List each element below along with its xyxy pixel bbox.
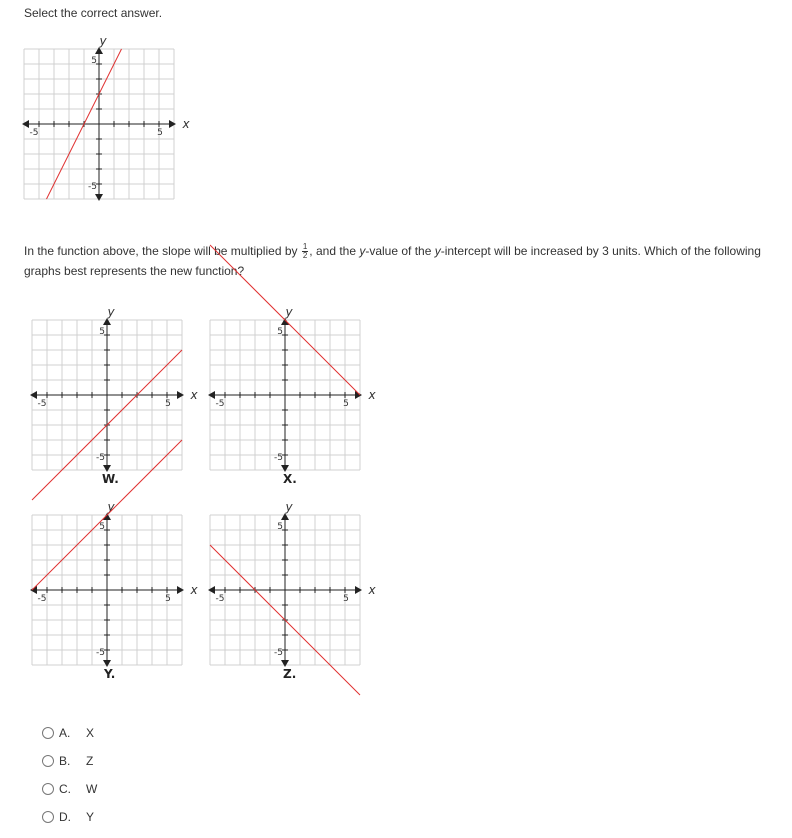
- x-tick-label-neg5: -5: [215, 399, 225, 409]
- x-axis-arrow-left: [22, 120, 29, 128]
- coordinate-plane: [32, 305, 198, 470]
- question-text: [24, 241, 788, 281]
- y-axis-arrow-down: [281, 660, 289, 667]
- x-axis-arrow-right: [355, 391, 362, 399]
- x-tick-label-5: 5: [157, 128, 163, 138]
- y-axis-label: y: [285, 305, 293, 319]
- y-tick-label-5: 5: [277, 327, 283, 337]
- x-axis-arrow-right: [355, 586, 362, 594]
- graph-z: [210, 500, 376, 665]
- question-part4: -intercept will be increased by 3 units. Which of the following graphs best represents the new function?: [24, 244, 761, 278]
- coordinate-plane: [210, 500, 376, 665]
- fraction-numerator: 1: [302, 242, 308, 252]
- x-axis-arrow-left: [30, 586, 37, 594]
- y-axis-label: y: [99, 34, 107, 48]
- x-axis-arrow-left: [30, 391, 37, 399]
- instruction-text: Select the correct answer.: [24, 6, 163, 20]
- radio-button-a[interactable]: [42, 727, 54, 739]
- y-axis-arrow-down: [103, 660, 111, 667]
- x-tick-label-neg5: -5: [37, 594, 47, 604]
- choice-a-letter: A.: [59, 726, 71, 740]
- x-axis-label: x: [182, 117, 190, 131]
- x-axis-label: x: [190, 388, 198, 402]
- choice-d-value: Y: [86, 810, 95, 824]
- y-axis-label: y: [107, 305, 115, 319]
- choice-c-value: W: [86, 782, 98, 796]
- y-axis-arrow-up: [103, 513, 111, 520]
- y-axis-arrow-down: [95, 194, 103, 201]
- question-var-y-1: y: [359, 244, 366, 258]
- graph-w-caption: W.: [102, 472, 119, 486]
- choice-b-value: Z: [86, 754, 94, 768]
- fraction-denominator: 2: [302, 251, 308, 261]
- graph-x: [210, 305, 376, 470]
- x-tick-label-neg5: -5: [37, 399, 47, 409]
- y-axis-label: y: [107, 500, 115, 514]
- coordinate-plane: [24, 34, 190, 199]
- x-tick-label-5: 5: [165, 399, 171, 409]
- y-tick-label-neg5: -5: [96, 648, 105, 658]
- x-axis-arrow-left: [208, 391, 215, 399]
- graph-y-caption: Y.: [104, 667, 116, 681]
- choice-a-value: X: [86, 726, 95, 740]
- y-axis-arrow-up: [281, 318, 289, 325]
- x-axis-label: x: [190, 583, 198, 597]
- coordinate-plane: [210, 305, 376, 470]
- x-axis-label: x: [368, 388, 376, 402]
- y-axis-arrow-up: [95, 47, 103, 54]
- x-tick-label-5: 5: [343, 399, 349, 409]
- radio-button-b[interactable]: [42, 755, 54, 767]
- graph-w: [32, 305, 198, 470]
- y-axis-arrow-down: [103, 465, 111, 472]
- graph-y: [32, 500, 198, 665]
- radio-button-c[interactable]: [42, 783, 54, 795]
- choice-c-letter: C.: [59, 782, 71, 796]
- y-tick-label-5: 5: [277, 522, 283, 532]
- x-tick-label-neg5: -5: [29, 128, 39, 138]
- x-axis-arrow-right: [177, 391, 184, 399]
- choice-b-letter: B.: [59, 754, 71, 768]
- y-axis-arrow-up: [103, 318, 111, 325]
- x-axis-arrow-left: [208, 586, 215, 594]
- y-tick-label-neg5: -5: [96, 453, 105, 463]
- radio-button-d[interactable]: [42, 811, 54, 823]
- y-tick-label-5: 5: [99, 327, 105, 337]
- x-axis-arrow-right: [177, 586, 184, 594]
- question-part2: , and the: [309, 244, 360, 258]
- y-tick-label-neg5: -5: [274, 453, 283, 463]
- y-tick-label-neg5: -5: [274, 648, 283, 658]
- graph-x-caption: X.: [283, 472, 297, 486]
- y-tick-label-neg5: -5: [88, 182, 97, 192]
- graph-z-caption: Z.: [283, 667, 297, 681]
- x-tick-label-5: 5: [165, 594, 171, 604]
- question-part1: In the function above, the slope will be multiplied by: [24, 244, 301, 258]
- question-var-y-2: y: [434, 244, 441, 258]
- x-tick-label-5: 5: [343, 594, 349, 604]
- choice-d-letter: D.: [59, 810, 71, 824]
- x-axis-label: x: [368, 583, 376, 597]
- y-tick-label-5: 5: [91, 56, 97, 66]
- y-axis-label: y: [285, 500, 293, 514]
- x-tick-label-neg5: -5: [215, 594, 225, 604]
- y-tick-label-5: 5: [99, 522, 105, 532]
- original-function-graph: [24, 34, 190, 199]
- question-part3: -value of the: [365, 244, 435, 258]
- y-axis-arrow-up: [281, 513, 289, 520]
- y-axis-arrow-down: [281, 465, 289, 472]
- fraction-one-half: [302, 243, 308, 260]
- x-axis-arrow-right: [169, 120, 176, 128]
- coordinate-plane: [32, 500, 198, 665]
